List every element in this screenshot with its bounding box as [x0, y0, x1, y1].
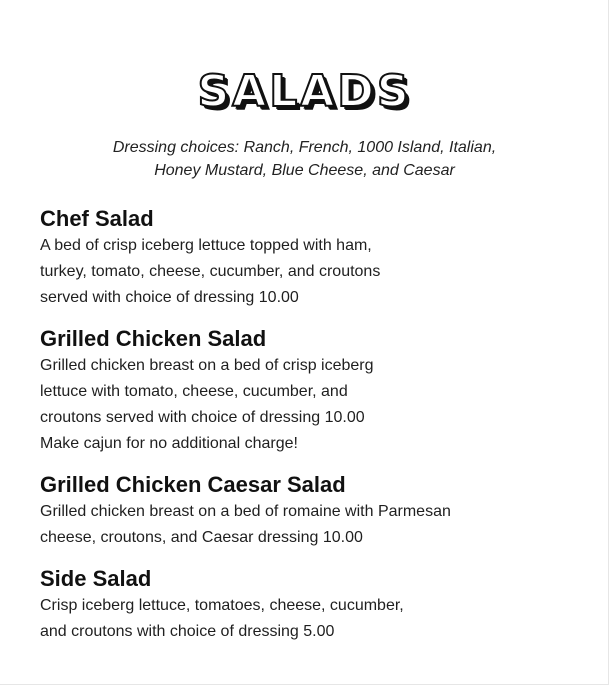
item-description: [40, 499, 580, 551]
item-description-line: lettuce with tomato, cheese, cucumber, and: [40, 383, 348, 400]
item-description-line: served with choice of dressing 10.00: [40, 289, 299, 306]
item-description-line: Crisp iceberg lettuce, tomatoes, cheese, cucumber,: [40, 597, 404, 614]
menu-item-chef-salad: [40, 205, 580, 311]
item-name: Side Salad: [40, 566, 152, 591]
dressing-note-line: Dressing choices: Ranch, French, 1000 Island, Italian,: [112, 139, 497, 156]
menu-item-grilled-chicken-caesar-salad: [40, 471, 580, 551]
dressing-note: [0, 136, 609, 182]
item-description-line: Grilled chicken breast on a bed of romaine with Parmesan: [40, 503, 451, 520]
item-description: [40, 593, 580, 645]
dressing-note-line: Honey Mustard, Blue Cheese, and Caesar: [154, 162, 455, 179]
item-name: Grilled Chicken Caesar Salad: [40, 472, 346, 497]
item-description-line: Make cajun for no additional charge!: [40, 435, 298, 452]
item-description-line: and croutons with choice of dressing 5.00: [40, 623, 335, 640]
item-description-line: croutons served with choice of dressing 10.00: [40, 409, 365, 426]
menu-item-side-salad: [40, 565, 580, 645]
item-name: Chef Salad: [40, 206, 154, 231]
item-description-line: turkey, tomato, cheese, cucumber, and croutons: [40, 263, 381, 280]
title-wrap: [0, 66, 609, 118]
item-description-line: A bed of crisp iceberg lettuce topped with ham,: [40, 237, 372, 254]
item-description-line: cheese, croutons, and Caesar dressing 10.00: [40, 529, 363, 546]
item-name: Grilled Chicken Salad: [40, 326, 267, 351]
menu-item-grilled-chicken-salad: [40, 325, 580, 457]
item-description: [40, 353, 580, 457]
item-description: [40, 233, 580, 311]
item-description-line: Grilled chicken breast on a bed of crisp iceberg: [40, 357, 374, 374]
page-title: SALADS: [197, 66, 412, 117]
menu-items: [40, 205, 580, 659]
